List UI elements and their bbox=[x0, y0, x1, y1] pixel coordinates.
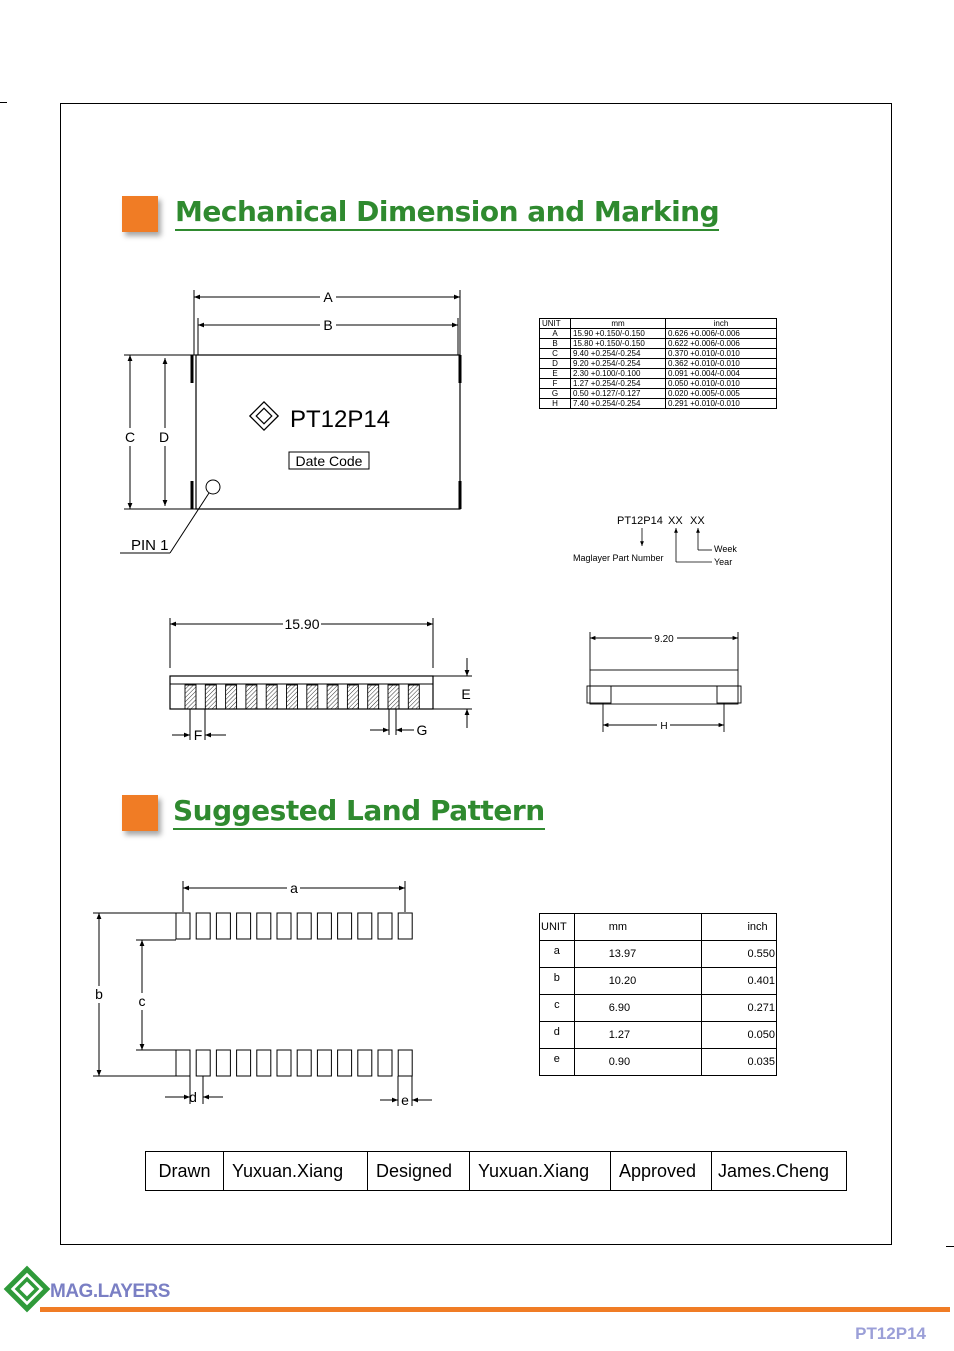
dim-label-C: C bbox=[124, 429, 136, 445]
footer-part-number: PT12P14 bbox=[855, 1324, 926, 1343]
dim-header-inch: inch bbox=[666, 319, 777, 329]
maglayers-logo-icon bbox=[6, 1268, 48, 1310]
land-cell-mm: 1.27 bbox=[574, 1022, 702, 1049]
marking-week: Week bbox=[714, 544, 737, 554]
dim-cell-mm: 15.90 +0.150/-0.150 bbox=[571, 329, 666, 339]
dim-header-unit: UNIT bbox=[540, 319, 571, 329]
dim-cell-unit: C bbox=[540, 349, 571, 359]
dim-cell-mm: 15.80 +0.150/-0.150 bbox=[571, 339, 666, 349]
land-pad-top bbox=[257, 913, 271, 939]
dimension-table-header bbox=[540, 319, 777, 329]
side-pin bbox=[205, 685, 216, 709]
dim-cell-unit: H bbox=[540, 399, 571, 409]
land-cell-inch: 0.550 bbox=[702, 941, 777, 968]
land-pattern-table bbox=[539, 913, 777, 1076]
pin1-indicator bbox=[206, 480, 220, 494]
land-pad-bottom bbox=[176, 1050, 190, 1076]
section-title-mechanical: Mechanical Dimension and Marking bbox=[175, 196, 719, 231]
land-pad-bottom bbox=[277, 1050, 291, 1076]
approved-label: Approved bbox=[611, 1152, 712, 1191]
dim-cell-inch: 0.020 +0.005/-0.005 bbox=[666, 389, 777, 399]
side-length-label: 15.90 bbox=[284, 616, 320, 632]
dimension-table-row bbox=[540, 369, 777, 379]
dim-cell-unit: D bbox=[540, 359, 571, 369]
side-pin bbox=[226, 685, 237, 709]
marking-maglayer-part-number: Maglayer Part Number bbox=[573, 553, 664, 563]
end-width-label: 9.20 bbox=[654, 634, 674, 645]
dim-cell-unit: A bbox=[540, 329, 571, 339]
land-pad-top bbox=[196, 913, 210, 939]
footer-accent-bar bbox=[40, 1307, 950, 1312]
land-table-header bbox=[540, 914, 777, 941]
dim-cell-inch: 0.622 +0.006/-0.006 bbox=[666, 339, 777, 349]
dim-label-E: E bbox=[461, 686, 471, 702]
dim-label-G: G bbox=[416, 722, 428, 738]
dim-label-F: F bbox=[193, 727, 203, 743]
dim-label-H: H bbox=[660, 721, 668, 732]
land-label-a: a bbox=[290, 880, 298, 896]
dimension-table-row bbox=[540, 359, 777, 369]
dim-cell-unit: B bbox=[540, 339, 571, 349]
land-label-e: e bbox=[401, 1092, 409, 1108]
land-pad-top bbox=[216, 913, 230, 939]
dim-cell-mm: 0.50 +0.127/-0.127 bbox=[571, 389, 666, 399]
land-label-d: d bbox=[189, 1089, 197, 1105]
land-pad-bottom bbox=[196, 1050, 210, 1076]
side-pin bbox=[327, 685, 338, 709]
land-pad-bottom bbox=[338, 1050, 352, 1076]
designed-name: Yuxuan.Xiang bbox=[470, 1152, 611, 1191]
land-cell-unit: b bbox=[540, 968, 575, 995]
side-pin bbox=[185, 685, 196, 709]
land-table-row bbox=[540, 941, 777, 968]
land-pad-top bbox=[398, 913, 412, 939]
land-cell-mm: 13.97 bbox=[574, 941, 702, 968]
land-pad-top bbox=[358, 913, 372, 939]
land-header-inch: inch bbox=[702, 914, 777, 941]
land-table-row bbox=[540, 968, 777, 995]
designed-label: Designed bbox=[368, 1152, 470, 1191]
side-pin bbox=[287, 685, 298, 709]
dim-cell-mm: 9.40 +0.254/-0.254 bbox=[571, 349, 666, 359]
land-pad-top bbox=[176, 913, 190, 939]
approved-name: James.Cheng bbox=[712, 1152, 847, 1191]
land-cell-mm: 6.90 bbox=[574, 995, 702, 1022]
land-pad-bottom bbox=[257, 1050, 271, 1076]
side-pin bbox=[408, 685, 419, 709]
land-cell-inch: 0.035 bbox=[702, 1049, 777, 1076]
section-title-land: Suggested Land Pattern bbox=[173, 795, 545, 830]
dimension-table-row bbox=[540, 329, 777, 339]
land-pad-top bbox=[277, 913, 291, 939]
land-cell-inch: 0.271 bbox=[702, 995, 777, 1022]
land-cell-unit: d bbox=[540, 1022, 575, 1049]
land-pad-top bbox=[317, 913, 331, 939]
land-pad-bottom bbox=[398, 1050, 412, 1076]
land-pad-top bbox=[237, 913, 251, 939]
land-header-unit: UNIT bbox=[540, 914, 575, 941]
dimension-table-row bbox=[540, 379, 777, 389]
dimension-table-row bbox=[540, 349, 777, 359]
side-view-pins bbox=[185, 685, 419, 709]
dim-cell-mm: 1.27 +0.254/-0.254 bbox=[571, 379, 666, 389]
dim-label-D: D bbox=[158, 429, 170, 445]
signoff-table bbox=[145, 1151, 847, 1191]
dim-cell-mm: 2.30 +0.100/-0.100 bbox=[571, 369, 666, 379]
land-label-c: c bbox=[138, 993, 146, 1009]
land-cell-inch: 0.050 bbox=[702, 1022, 777, 1049]
land-pad-bottom bbox=[378, 1050, 392, 1076]
drawn-label: Drawn bbox=[146, 1152, 224, 1191]
land-pad-bottom bbox=[237, 1050, 251, 1076]
side-pin bbox=[246, 685, 257, 709]
land-pad-bottom bbox=[216, 1050, 230, 1076]
marking-xx-year: XX bbox=[668, 515, 683, 527]
land-table-row bbox=[540, 1022, 777, 1049]
dim-cell-unit: E bbox=[540, 369, 571, 379]
land-pad-top bbox=[378, 913, 392, 939]
land-cell-mm: 0.90 bbox=[574, 1049, 702, 1076]
land-cell-inch: 0.401 bbox=[702, 968, 777, 995]
dim-label-B: B bbox=[323, 317, 333, 333]
dim-cell-inch: 0.370 +0.010/-0.010 bbox=[666, 349, 777, 359]
date-code-label: Date Code bbox=[295, 453, 363, 469]
side-pin bbox=[266, 685, 277, 709]
land-pad-bottom bbox=[297, 1050, 311, 1076]
end-view bbox=[587, 632, 741, 732]
dim-cell-unit: G bbox=[540, 389, 571, 399]
land-cell-unit: a bbox=[540, 941, 575, 968]
land-cell-unit: e bbox=[540, 1049, 575, 1076]
dim-cell-inch: 0.626 +0.006/-0.006 bbox=[666, 329, 777, 339]
dim-cell-mm: 7.40 +0.254/-0.254 bbox=[571, 399, 666, 409]
land-pattern-pads bbox=[176, 913, 412, 1076]
marking-xx-week: XX bbox=[690, 515, 705, 527]
dim-label-A: A bbox=[323, 289, 333, 305]
dimension-table-row bbox=[540, 389, 777, 399]
land-table-row bbox=[540, 1049, 777, 1076]
dim-header-mm: mm bbox=[571, 319, 666, 329]
marking-part: PT12P14 bbox=[617, 515, 663, 527]
marking-year: Year bbox=[714, 557, 733, 567]
land-pad-top bbox=[338, 913, 352, 939]
land-cell-unit: c bbox=[540, 995, 575, 1022]
land-pad-top bbox=[297, 913, 311, 939]
maglayers-logo-mark bbox=[250, 402, 278, 430]
dim-cell-mm: 9.20 +0.254/-0.254 bbox=[571, 359, 666, 369]
pin1-label: PIN 1 bbox=[131, 537, 169, 554]
dim-cell-inch: 0.362 +0.010/-0.010 bbox=[666, 359, 777, 369]
dim-cell-inch: 0.291 +0.010/-0.010 bbox=[666, 399, 777, 409]
dimension-table bbox=[539, 318, 777, 409]
side-pin bbox=[368, 685, 379, 709]
dim-cell-unit: F bbox=[540, 379, 571, 389]
land-pad-bottom bbox=[317, 1050, 331, 1076]
land-pad-bottom bbox=[358, 1050, 372, 1076]
land-cell-mm: 10.20 bbox=[574, 968, 702, 995]
part-number-marking: PT12P14 bbox=[290, 406, 391, 433]
land-header-mm: mm bbox=[574, 914, 702, 941]
land-label-b: b bbox=[95, 986, 103, 1002]
dim-cell-inch: 0.050 +0.010/-0.010 bbox=[666, 379, 777, 389]
dim-cell-inch: 0.091 +0.004/-0.004 bbox=[666, 369, 777, 379]
land-table-row bbox=[540, 995, 777, 1022]
dimension-table-row bbox=[540, 399, 777, 409]
dimension-table-row bbox=[540, 339, 777, 349]
drawn-name: Yuxuan.Xiang bbox=[224, 1152, 368, 1191]
side-pin bbox=[347, 685, 358, 709]
side-pin bbox=[307, 685, 318, 709]
side-pin bbox=[388, 685, 399, 709]
brand-name: MAG.LAYERS bbox=[50, 1281, 170, 1302]
